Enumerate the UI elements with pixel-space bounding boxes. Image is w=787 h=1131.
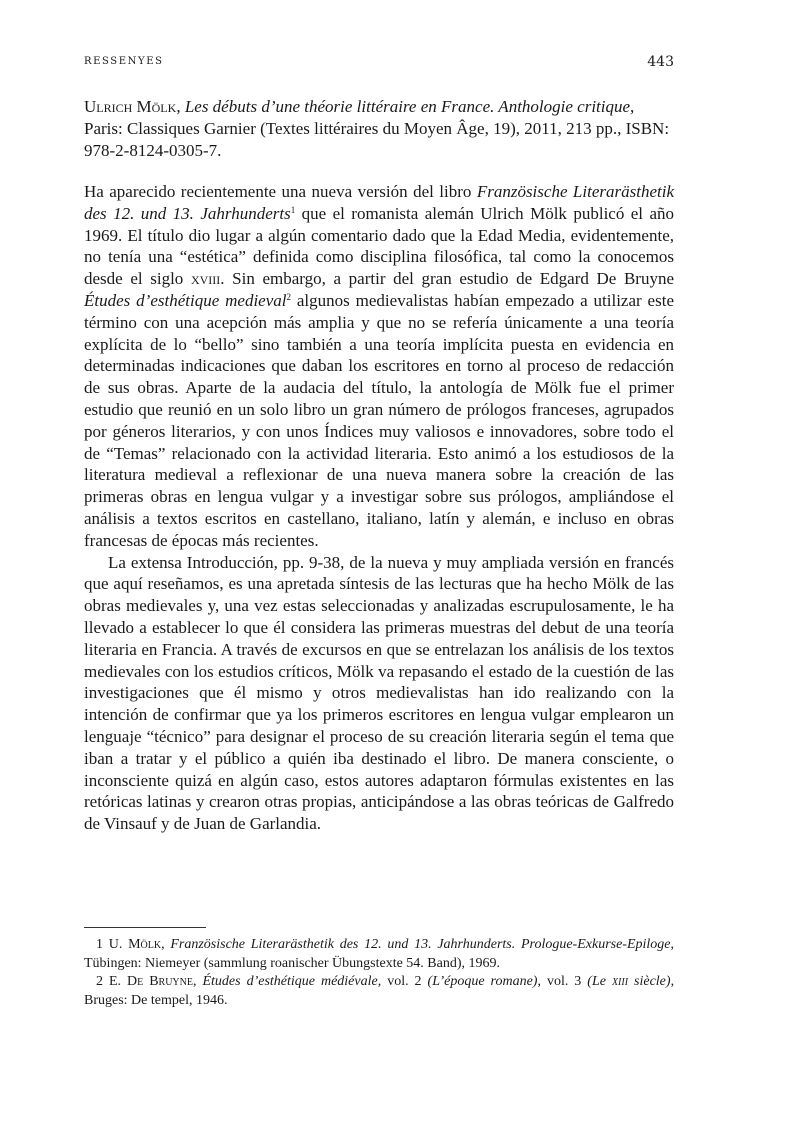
reviewed-author: Ulrich Mölk: [84, 97, 177, 116]
reviewed-details: , Paris: Classiques Garnier (Textes littéraires du Moyen Âge, 19), 2011, 213 pp., ISBN: 978-2-8124-0305-7.: [84, 97, 670, 160]
century-numeral: xiii: [611, 974, 629, 990]
text-run: que el romanista alemán Ulrich Mölk publicó el año 1969. El título dio lugar a algún comentario dado que la Edad Media, evidentemente, no tenía una “estética” definida como disciplina filosófica, tal como la conocemos desde el siglo: [84, 203, 674, 289]
footnote-author: U. Mölk: [108, 937, 162, 952]
paragraph-1: [84, 181, 674, 552]
century-numeral: xviii: [190, 269, 221, 289]
text-run: . Sin embargo, a partir del gran estudio de Edgard De Bruyne: [220, 269, 674, 289]
footnote-volume-title: (L’époque romane): [427, 974, 538, 990]
text-run: (Le: [587, 974, 612, 990]
text-run: algunos medievalistas habían empezado a utilizar este término con una acepción más amplia y que no se refería únicamente a una teoría explícita de lo “bello” sino también a una teoría implícita puesta en evidencia en determinadas indicaciones que daban los escritores en torno al proceso de redacción de sus obras. Aparte de la audacia del título, la antología de Mölk fue el primer estudio que reunió en un solo libro un gran número de prólogos franceses, agrupados por géneros literarios, y con unos Índices muy valiosos e innovadores, sobre todo el de “Temas” relacionado con la actividad literaria. Esto animó a los estudiosos de la literatura medieval a reflexionar de una nueva manera sobre la creación de las primeras obras en lengua vulgar y a investigar sobre sus prólogos, ampliándose el análisis a textos escritos en castellano, italiano, latín y alemán, e incluso en obras francesas de épocas más recientes.: [84, 290, 674, 550]
footnote-number: 2: [96, 974, 103, 990]
footnotes: [84, 936, 674, 1010]
text-run: siècle): [628, 974, 671, 990]
footnote-title: Französische Literarästhetik des 12. und 13. Jahrhunderts. Prologue-Exkurse-Epiloge: [170, 937, 671, 952]
footnote-divider: [84, 927, 206, 928]
review-citation: Ulrich Mölk, Les débuts d’une théorie littéraire en France. Anthologie critique, Paris: Classiques Garnier (Textes littéraires du Moyen Âge, 19), 2011, 213 pp., ISBN: 978-2-8124-0305-7.: [84, 97, 670, 160]
section-title: RESSENYES: [84, 56, 164, 67]
review-body: [84, 181, 674, 835]
footnote-details: , vol. 2: [377, 974, 428, 990]
footnote-ref-1: 1: [290, 204, 296, 215]
book-title-2: Études d’esthétique medieval: [84, 290, 287, 310]
footnote-ref-2: 2: [286, 291, 291, 302]
footnote-number: 1: [96, 937, 103, 952]
reviewed-title: Les débuts d’une théorie littéraire en France. Anthologie critique: [184, 97, 631, 116]
footnote-title: Études d’esthétique médiévale: [202, 974, 378, 990]
footnote-2: 2 E. De Bruyne, Études d’esthétique médiévale, vol. 2 (L’époque romane), vol. 3 (Le xiii siècle), Bruges: De tempel, 1946.: [84, 974, 675, 1008]
footnote-details: , vol. 3: [537, 974, 588, 990]
footnote-1: 1 U. Mölk, Französische Literarästhetik des 12. und 13. Jahrhunderts. Prologue-Exkurse-Epiloge, Tübingen: Niemeyer (sammlung roanischer Übungstexte 54. Band), 1969.: [84, 937, 675, 971]
footnote-details: , Bruges: De tempel, 1946.: [84, 974, 675, 1008]
page-number: 443: [647, 54, 674, 70]
running-head: [84, 54, 674, 74]
paragraph-2: La extensa Introducción, pp. 9-38, de la nueva y muy ampliada versión en francés que aquí reseñamos, es una apretada síntesis de las lecturas que ha hecho Mölk de las obras medievales y, una vez estas seleccionadas y analizadas escrupulosamente, le ha llevado a establecer lo que él considera las primeras muestras del debut de una teoría literaria en Francia. A través de excursos en que se entrelazan los análisis de los textos medievales con los estudios críticos, Mölk va repasando el estado de la cuestión de las investigaciones que él mismo y otros medievalistas han ido realizando con la intención de confirmar que ya los primeros escritores en lengua vulgar emplearon un lenguaje “técnico” para designar el proceso de su creación literaria según el tema que iban a tratar y el público a quién iba destinado el libro. De manera consciente, o inconsciente quizá en algún caso, estos autores adaptaron fórmulas existentes en las retóricas latinas y crearon otras propias, anticipándose a las obras teóricas de Galfredo de Vinsauf y de Juan de Garlandia.: [84, 552, 674, 834]
text-run: Ha aparecido recientemente una nueva versión del libro: [84, 182, 477, 201]
book-title: Französische Literarästhetik des 12. und 13. Jahrhunderts: [84, 182, 674, 223]
footnote-volume-title: [587, 974, 670, 989]
footnote-details: , Tübingen: Niemeyer (sammlung roanischer Übungstexte 54. Band), 1969.: [84, 937, 675, 971]
footnote-author: E. De Bruyne: [108, 974, 193, 990]
